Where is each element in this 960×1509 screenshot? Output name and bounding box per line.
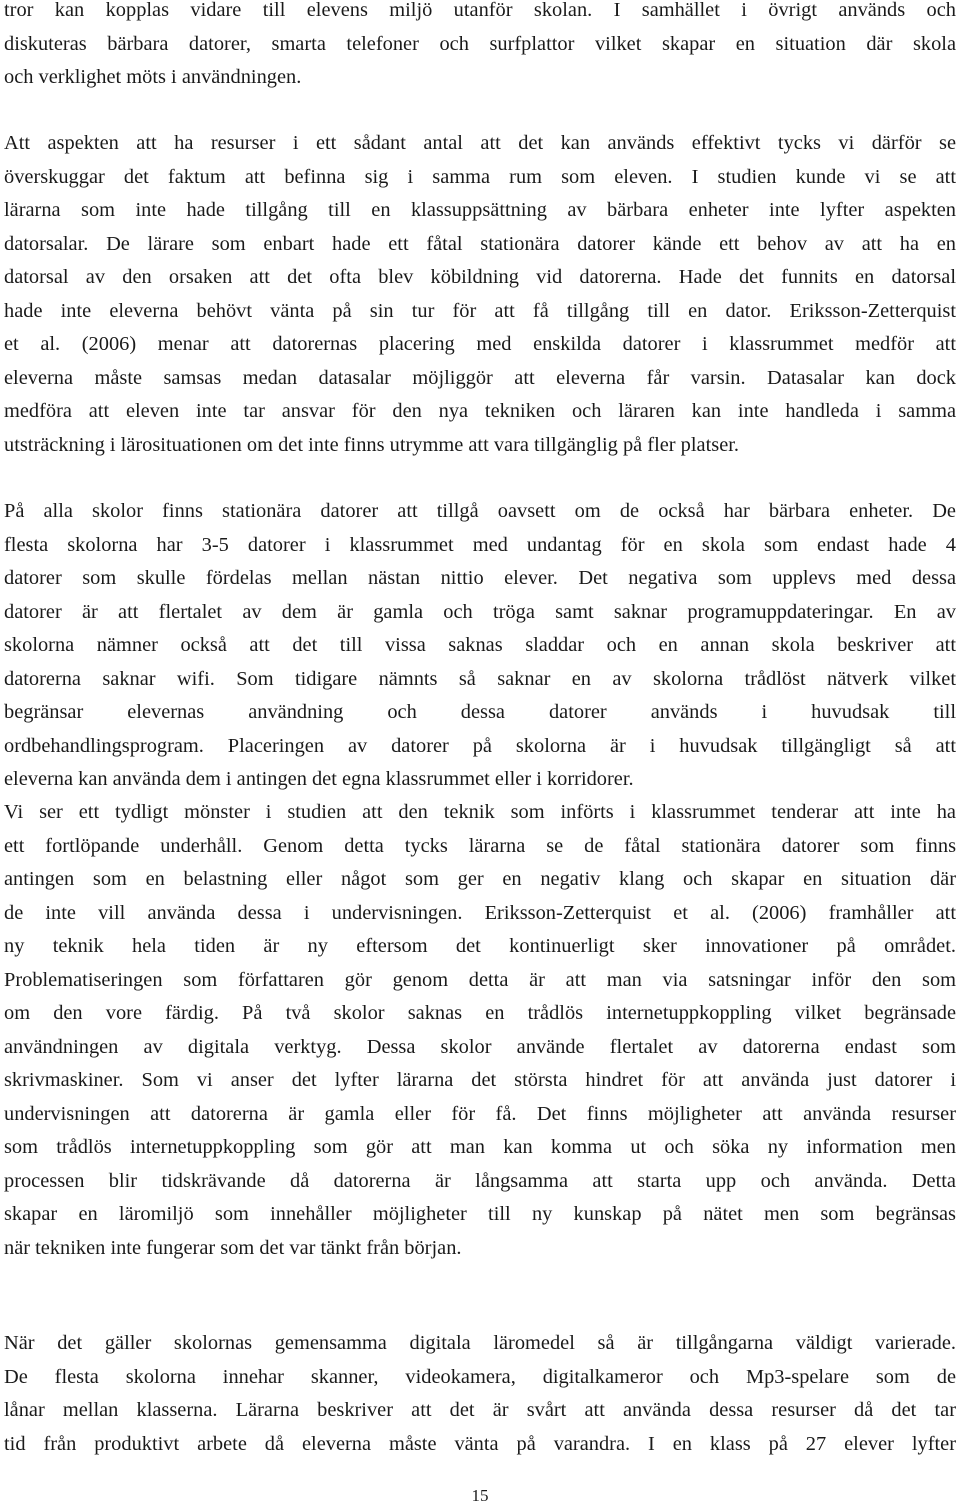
text-line: de inte vill använda dessa i undervisningen. Eriksson-Zetterquist et al. (2006) framhåller att [4,901,956,924]
text-line: medföra att eleven inte tar ansvar för den nya tekniken och läraren kan inte handleda i samma [4,400,956,422]
page-number: 15 [471,1486,489,1505]
text-line: datorerna saknar wifi. Som tidigare nämnts så saknar en av skolorna trådlöst nätverk vilket [4,667,956,690]
text-line: Problematiseringen som författaren gör genom detta är att man via satsningar inför den som [4,968,956,991]
paragraph-pattern [4,796,956,1265]
text-line: flesta skolorna har 3-5 datorer i klassrummet med undantag för en skola som endast hade 4 [4,533,956,556]
text-line: datorsal av den orsaken att det ofta blev köbildning vid datorerna. Hade det funnits en datorsal [4,266,956,288]
text-line: processen blir tidskrävande då datorerna är långsamma att starta upp och använda. Detta [4,1169,956,1192]
text-line: skapar en läromiljö som innehåller möjligheter till ny kunskap på nätet men som begränsas [4,1203,956,1225]
text-line: datorer som skulle fördelas mellan nästan nittio elever. Det negativa som upplevs med dessa [4,567,956,589]
text-line: antingen som en belastning eller något som ger en negativ klang och skapar en situation där [4,868,956,890]
text-line: som trådlös internetuppkoppling som gör att man kan komma ut och söka ny information men [4,1136,956,1158]
text-line: De flesta skolorna innehar skanner, videokamera, digitalkameror och Mp3-spelare som de [4,1365,956,1388]
text-line: ett fortlöpande underhåll. Genom detta tycks lärarna se de fåtal stationära datorer som finns [4,834,956,857]
text-line: eleverna måste samsas medan datasalar möjliggör att eleverna får varsin. Datasalar kan dock [4,366,956,389]
text-line: diskuteras bärbara datorer, smarta telefoner och surfplattor vilket skapar en situation där skola [4,32,956,55]
paragraph-media [4,1327,956,1461]
text-line: överskuggar det faktum att befinna sig i samma rum som eleven. I studien kunde vi se att [4,165,956,188]
text-line: skrivmaskiner. Som vi anser det lyfter lärarna det största hindret för att använda just datorer i [4,1069,956,1091]
text-line: På alla skolor finns stationära datorer att tillgå oavsett om de också har bärbara enheter. De [4,500,956,522]
text-line: utsträckning i lärosituationen om det inte finns utrymme att vara tillgänglig på fler platser. [4,433,740,456]
text-line: om den vore färdig. På två skolor saknas en trådlös internetuppkoppling vilket begränsade [4,1002,956,1024]
text-line: ny teknik hela tiden är ny eftersom det kontinuerligt sker innovationer på området. [4,935,956,957]
text-line: användningen av digitala verktyg. Dessa skolor använde flertalet av datorerna endast som [4,1035,956,1058]
paragraph-continuation [4,0,956,95]
text-line: eleverna kan använda dem i antingen det egna klassrummet eller i korridorer. [4,768,634,790]
text-line: begränsar elevernas användning och dessa datorer används i huvudsak till [4,701,956,723]
text-line: Att aspekten att ha resurser i ett sådant antal att det kan används effektivt tycks vi därför se [4,132,956,154]
text-line: hade inte eleverna behövt vänta på sin tur för att få tillgång till en dator. Eriksson-Zetterquist [4,299,956,322]
text-line: datorer är att flertalet av dem är gamla och tröga samt saknar programuppdateringar. En av [4,600,956,623]
text-line: datorsalar. De lärare som enbart hade ett fåtal stationära datorer kände ett behov av att ha en [4,232,956,255]
text-line: et al. (2006) menar att datorernas placering med enskilda datorer i klassrummet medför att [4,333,956,355]
text-line: ordbehandlingsprogram. Placeringen av datorer på skolorna är i huvudsak tillgängligt så att [4,734,956,757]
text-line: lärarna som inte hade tillgång till en klassuppsättning av bärbara enheter inte lyfter aspekten [4,199,956,221]
text-line: och verklighet möts i användningen. [4,66,302,88]
paragraph-stationary [4,495,956,797]
text-line: När det gäller skolornas gemensamma digitala läromedel så är tillgångarna väldigt varierade. [4,1332,956,1354]
text-line: undervisningen att datorerna är gamla eller för få. Det finns möjligheter att använda resurser [4,1102,956,1125]
text-line: Vi ser ett tydligt mönster i studien att den teknik som införts i klassrummet tenderar att inte ha [4,801,956,823]
text-line: lånar mellan klasserna. Lärarna beskriver att det är svårt att använda dessa resurser då det tar [4,1399,956,1421]
text-line: tid från produktivt arbete då eleverna måste vänta på varandra. I en klass på 27 elever lyfter [4,1432,956,1455]
text-line: tror kan kopplas vidare till elevens miljö utanför skolan. I samhället i övrigt används och [4,0,956,21]
text-line: när tekniken inte fungerar som det var tänkt från början. [4,1236,462,1259]
text-line: skolorna nämner också att det till vissa saknas sladdar och en annan skola beskriver att [4,634,956,656]
paragraph-resources [4,127,956,462]
